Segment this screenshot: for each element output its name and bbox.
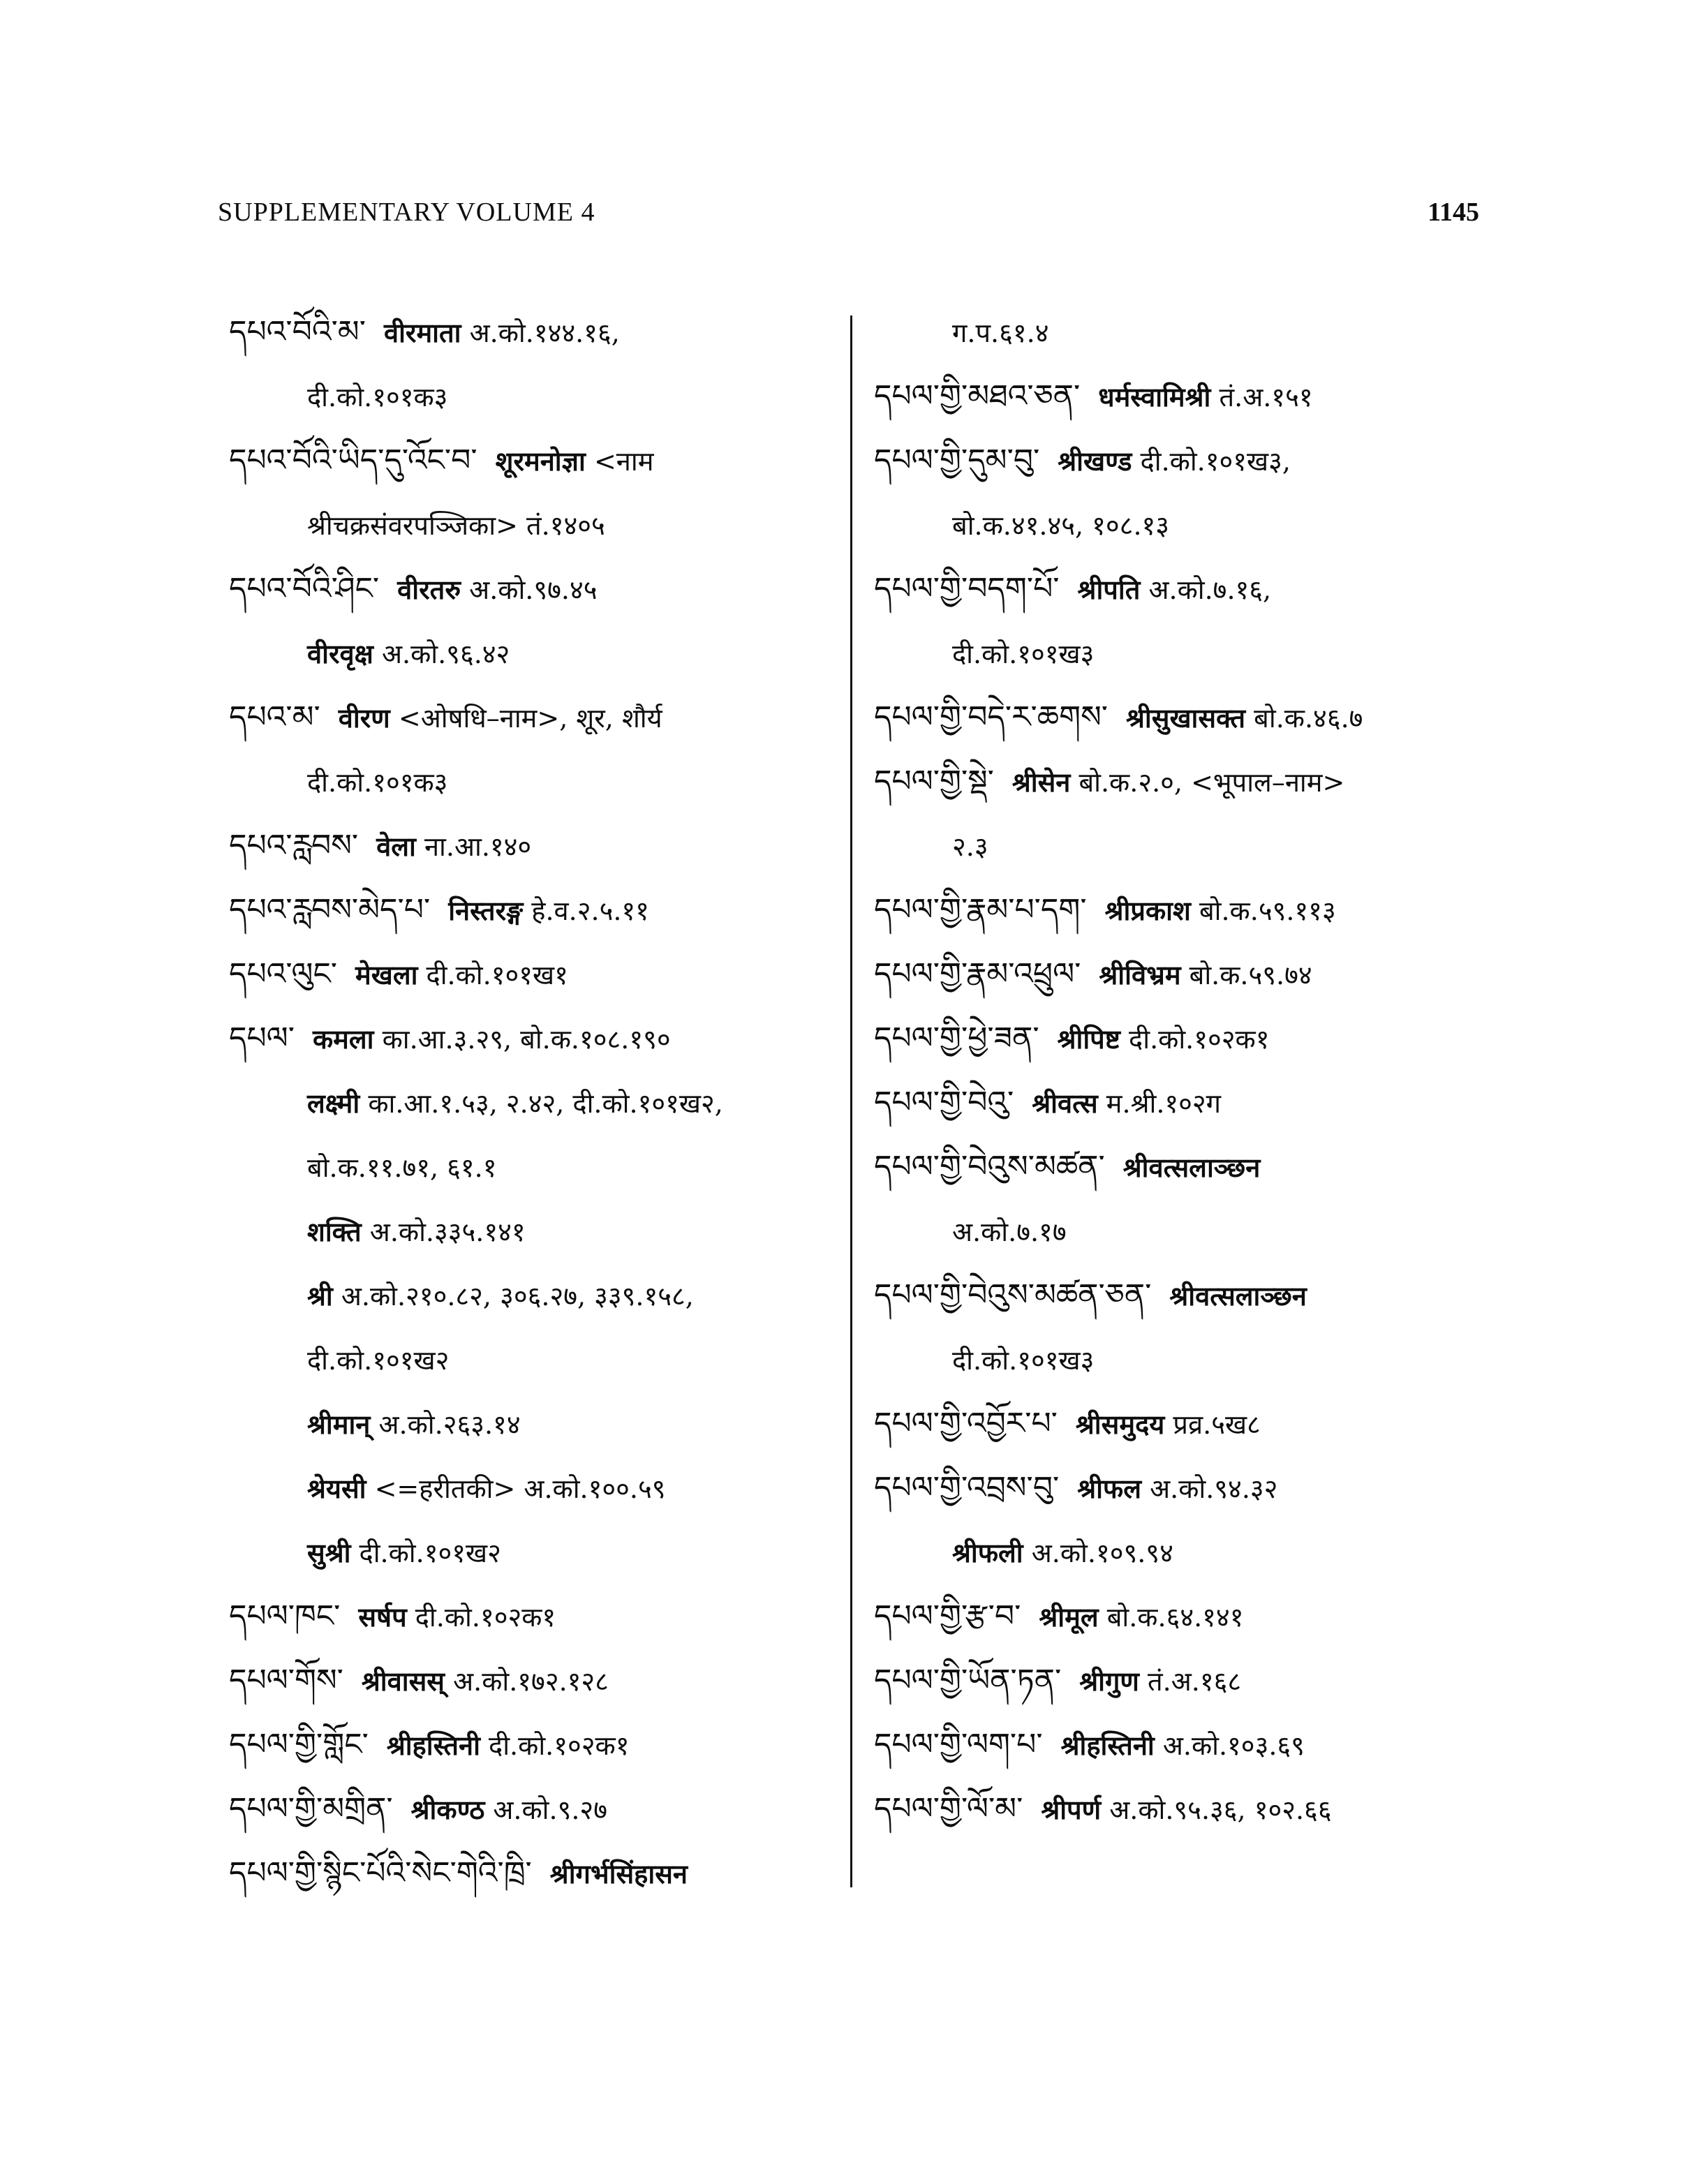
sanskrit-headword: धर्मस्वामिश्री <box>1098 381 1211 413</box>
sanskrit-headword: श्रीगुण <box>1079 1665 1139 1697</box>
sanskrit-headword: श्रीसमुदय <box>1075 1409 1165 1440</box>
dictionary-entry <box>874 1006 1488 1071</box>
entry-continuation-line <box>229 1263 843 1328</box>
sanskrit-headword: वीरण <box>338 702 390 734</box>
sanskrit-headword: वीरमाता <box>383 317 461 348</box>
entry-continuation-line <box>229 1520 843 1584</box>
source-reference: अ.को.२१०.८२, ३०६.२७, ३३९.१५८, <box>332 1281 694 1312</box>
source-reference: का.आ.३.२९, बो.क.१०८.१९० <box>373 1024 671 1055</box>
sanskrit-headword: श्रीवत्स <box>1032 1087 1098 1119</box>
tibetan-term: དཔའ་བོའི་ཡིད་དུ་འོང་བ་ <box>229 443 477 478</box>
source-reference: दी.को.१०१ख३ <box>952 1345 1095 1376</box>
entry-continuation-line <box>874 814 1488 878</box>
entry-continuation-line <box>229 493 843 557</box>
source-reference: श्रीचक्रसंवरपञ्जिका> तं.१४०५ <box>307 510 605 541</box>
source-reference: बो.क.२.०, <भूपाल–नाम> <box>1070 767 1345 798</box>
source-reference: ग.प.६१.४ <box>952 318 1049 348</box>
dictionary-entry <box>874 557 1488 621</box>
sanskrit-headword: श्रीफल <box>1077 1473 1141 1504</box>
dictionary-entry <box>874 1777 1488 1841</box>
entry-continuation-line <box>874 1520 1488 1584</box>
tibetan-term: དཔའ་རླབས་མེད་པ་ <box>229 892 431 928</box>
sanskrit-headword: श्रीहस्तिनी <box>1060 1730 1155 1761</box>
dictionary-entry <box>874 1456 1488 1520</box>
page-number: 1145 <box>1428 198 1479 227</box>
source-reference: २.३ <box>952 831 988 862</box>
tibetan-term: དཔལ་གྱི་བདག་པོ་ <box>874 571 1060 607</box>
entry-continuation-line <box>874 493 1488 557</box>
dictionary-entry <box>874 1135 1488 1199</box>
source-reference: अ.को.७.१७ <box>952 1217 1067 1247</box>
source-reference: प्रव्र.५ख८ <box>1164 1409 1261 1440</box>
entry-continuation-line <box>229 1456 843 1520</box>
entry-continuation-line <box>874 1328 1488 1392</box>
dictionary-entry <box>874 1071 1488 1135</box>
sanskrit-headword: वेला <box>376 831 416 862</box>
sanskrit-headword: श्रीपर्ण <box>1041 1794 1102 1825</box>
right-column <box>874 300 1488 1841</box>
source-reference: दी.को.१०१ख१ <box>417 960 568 990</box>
tibetan-term: དཔའ་བོའི་མ་ <box>229 314 366 350</box>
dictionary-entry <box>874 878 1488 942</box>
source-reference: अ.को.९.२७ <box>484 1795 607 1825</box>
source-reference: दी.को.१०२क१ <box>1120 1024 1270 1055</box>
source-reference: बो.क.५९.११३ <box>1190 896 1336 926</box>
entry-continuation-line <box>229 1135 843 1199</box>
source-reference: दी.को.१०१क३ <box>307 382 448 413</box>
entry-continuation-line <box>874 621 1488 685</box>
tibetan-term: དཔལ་གྱི་ཕྱེ་ཟན་ <box>874 1020 1039 1056</box>
page-header <box>218 197 1479 239</box>
tibetan-term: དཔལ་གྱི་བེའུས་མཚན་ཅན་ <box>874 1277 1152 1313</box>
sanskrit-headword: श्रीफली <box>952 1537 1023 1568</box>
entry-continuation-line <box>229 1328 843 1392</box>
source-reference: म.श्री.१०२ग <box>1097 1088 1222 1119</box>
dictionary-entry <box>874 1392 1488 1456</box>
column-divider <box>850 315 852 1887</box>
source-reference: दी.को.१०१ख२ <box>307 1345 450 1376</box>
sanskrit-headword: सर्षप <box>358 1601 407 1633</box>
tibetan-term: དཔལ་གོས་ <box>229 1663 343 1698</box>
source-reference: <=हरीतकी> अ.को.१००.५९ <box>366 1473 666 1504</box>
source-reference: अ.को.३३५.१४१ <box>361 1217 526 1247</box>
sanskrit-headword: कमला <box>312 1023 374 1055</box>
source-reference: ना.आ.१४० <box>415 831 532 862</box>
sanskrit-headword: श्रीप्रकाश <box>1104 895 1191 926</box>
source-reference: दी.को.१०१ख३ <box>952 639 1095 669</box>
source-reference: अ.को.१०३.६९ <box>1154 1730 1305 1761</box>
source-reference: बो.क.४१.४५, १०८.१३ <box>952 510 1170 541</box>
source-reference: का.आ.१.५३, २.४२, दी.को.१०१ख२, <box>360 1088 723 1119</box>
sanskrit-headword: मेखला <box>355 959 418 990</box>
source-reference: अ.को.१०९.९४ <box>1023 1538 1173 1568</box>
source-reference: अ.को.९४.३२ <box>1141 1473 1278 1504</box>
tibetan-term: དཔའ་བོའི་ཤིང་ <box>229 571 380 607</box>
source-reference: दी.को.१०१ख३, <box>1132 446 1291 477</box>
entry-continuation-line <box>229 621 843 685</box>
dictionary-entry <box>229 1649 843 1713</box>
entry-continuation-line <box>229 1392 843 1456</box>
dictionary-entry <box>229 1777 843 1841</box>
dictionary-entry <box>874 750 1488 814</box>
tibetan-term: དཔལ་གྱི་ལོ་མ་ <box>874 1791 1023 1827</box>
dictionary-entry <box>874 364 1488 429</box>
sanskrit-headword: निस्तरङ्ग <box>448 895 524 926</box>
tibetan-term: དཔལ་གྱི་སྡེ་ <box>874 764 994 799</box>
source-reference: अ.को.२६३.१४ <box>370 1409 521 1440</box>
sanskrit-headword: शूरमनोज्ञा <box>495 445 586 477</box>
sanskrit-headword: श्रीखण्ड <box>1058 445 1132 477</box>
entry-continuation-line <box>874 1199 1488 1263</box>
source-reference: अ.को.९६.४२ <box>373 639 510 669</box>
source-reference: अ.को.९७.४५ <box>461 574 598 605</box>
source-reference: बो.क.४६.७ <box>1245 703 1363 734</box>
dictionary-entry <box>229 557 843 621</box>
dictionary-entry <box>229 429 843 493</box>
sanskrit-headword: श्रीकण्ठ <box>410 1794 485 1825</box>
source-reference: दी.को.१०१क३ <box>307 767 448 798</box>
running-head: SUPPLEMENTARY VOLUME 4 <box>218 198 595 227</box>
tibetan-term: དཔའ་ལུང་ <box>229 956 338 992</box>
tibetan-term: དཔལ་ <box>229 1020 295 1056</box>
tibetan-term: དཔལ་ཁང་ <box>229 1598 341 1634</box>
source-reference: अ.को.१४४.१६, <box>461 318 620 348</box>
sanskrit-headword: श्रीपति <box>1077 574 1141 605</box>
dictionary-entry <box>229 942 843 1006</box>
sanskrit-headword: वीरवृक्ष <box>307 638 373 669</box>
source-reference: <ओषधि–नाम>, शूर, शौर्य <box>390 703 662 734</box>
sanskrit-headword: शक्ति <box>307 1216 362 1247</box>
tibetan-term: དཔལ་གྱི་མཐའ་ཅན་ <box>874 378 1081 414</box>
tibetan-term: དཔལ་གྱི་གློང་ <box>229 1727 369 1762</box>
sanskrit-headword: श्रीहस्तिनी <box>386 1730 480 1761</box>
tibetan-term: དཔལ་གྱི་རྣམ་འཕྲུལ་ <box>874 956 1081 992</box>
source-reference: बो.क.५९.७४ <box>1180 960 1312 990</box>
dictionary-entry <box>229 1713 843 1777</box>
tibetan-term: དཔའ་མ་ <box>229 699 320 735</box>
tibetan-term: དཔལ་གྱི་ལག་པ་ <box>874 1727 1043 1762</box>
source-reference: हे.व.२.५.११ <box>523 896 649 926</box>
dictionary-entry <box>229 300 843 364</box>
dictionary-entry <box>874 429 1488 493</box>
source-reference: तं.अ.१५१ <box>1210 382 1313 413</box>
entry-continuation-line <box>874 300 1488 364</box>
dictionary-entry <box>874 1263 1488 1328</box>
sanskrit-headword: श्रीसुखासक्त <box>1126 702 1246 734</box>
dictionary-entry <box>229 878 843 942</box>
tibetan-term: དཔལ་གྱི་བེའུ་ <box>874 1085 1014 1120</box>
sanskrit-headword: वीरतरु <box>397 574 461 605</box>
source-reference: <नाम <box>585 446 654 477</box>
source-reference: अ.को.१७२.१२८ <box>445 1666 609 1697</box>
source-reference: अ.को.९५.३६, १०२.६६ <box>1101 1795 1332 1825</box>
entry-continuation-line <box>229 1071 843 1135</box>
dictionary-entry <box>874 1713 1488 1777</box>
tibetan-term: དཔལ་གྱི་སྙིང་པོའི་སེང་གེའི་ཁྲི་ <box>229 1855 532 1891</box>
dictionary-entry <box>229 1584 843 1649</box>
sanskrit-headword: श्रीवासस् <box>361 1665 445 1697</box>
source-reference: अ.को.७.१६, <box>1140 574 1272 605</box>
dictionary-entry <box>874 942 1488 1006</box>
tibetan-term: དཔལ་གྱི་རྣམ་པ་དག་ <box>874 892 1087 928</box>
sanskrit-headword: श्रीविभ्रम <box>1099 959 1181 990</box>
sanskrit-headword: सुश्री <box>307 1537 351 1568</box>
dictionary-entry <box>874 685 1488 750</box>
sanskrit-headword: श्रीमूल <box>1039 1601 1099 1633</box>
dictionary-entry <box>229 1006 843 1071</box>
dictionary-entry <box>874 1584 1488 1649</box>
tibetan-term: དཔལ་གྱི་ཡོན་ཏན་ <box>874 1663 1062 1698</box>
source-reference: दी.को.१०२क१ <box>480 1730 630 1761</box>
tibetan-term: དཔལ་གྱི་བེའུས་མཚན་ <box>874 1149 1105 1184</box>
tibetan-term: དཔལ་གྱི་དུམ་བུ་ <box>874 443 1040 478</box>
sanskrit-headword: श्री <box>307 1280 333 1312</box>
entry-continuation-line <box>229 750 843 814</box>
source-reference: बो.क.११.७१, ६१.१ <box>307 1152 497 1183</box>
left-column <box>229 300 843 1906</box>
tibetan-term: དཔལ་གྱི་འབྱོར་པ་ <box>874 1406 1058 1441</box>
tibetan-term: དཔལ་གྱི་འབྲས་བུ་ <box>874 1470 1060 1506</box>
source-reference: बो.क.६४.१४१ <box>1098 1602 1244 1633</box>
tibetan-term: དཔའ་རླབས་ <box>229 828 359 863</box>
dictionary-entry <box>229 814 843 878</box>
sanskrit-headword: श्रीपिष्ट <box>1057 1023 1120 1055</box>
tibetan-term: དཔལ་གྱི་བདེ་ར་ཆགས་ <box>874 699 1109 735</box>
entry-continuation-line <box>229 364 843 429</box>
dictionary-entry <box>229 685 843 750</box>
tibetan-term: དཔལ་གྱི་མགྲིན་ <box>229 1791 393 1827</box>
tibetan-term: དཔལ་གྱི་རྩ་བ་ <box>874 1598 1021 1634</box>
sanskrit-headword: श्रीमान् <box>307 1409 371 1440</box>
sanskrit-headword: श्रीगर्भसिंहासन <box>549 1858 688 1889</box>
source-reference: दी.को.१०२क१ <box>406 1602 556 1633</box>
sanskrit-headword: श्रीवत्सलाञ्छन <box>1122 1152 1261 1183</box>
entry-continuation-line <box>229 1199 843 1263</box>
sanskrit-headword: लक्ष्मी <box>307 1087 360 1119</box>
dictionary-entry <box>874 1649 1488 1713</box>
source-reference: दी.को.१०१ख२ <box>350 1538 501 1568</box>
sanskrit-headword: श्रीसेन <box>1011 766 1071 798</box>
sanskrit-headword: श्रेयसी <box>307 1473 366 1504</box>
dictionary-entry <box>229 1841 843 1906</box>
source-reference: तं.अ.१६८ <box>1139 1666 1242 1697</box>
sanskrit-headword: श्रीवत्सलाञ्छन <box>1169 1280 1307 1312</box>
